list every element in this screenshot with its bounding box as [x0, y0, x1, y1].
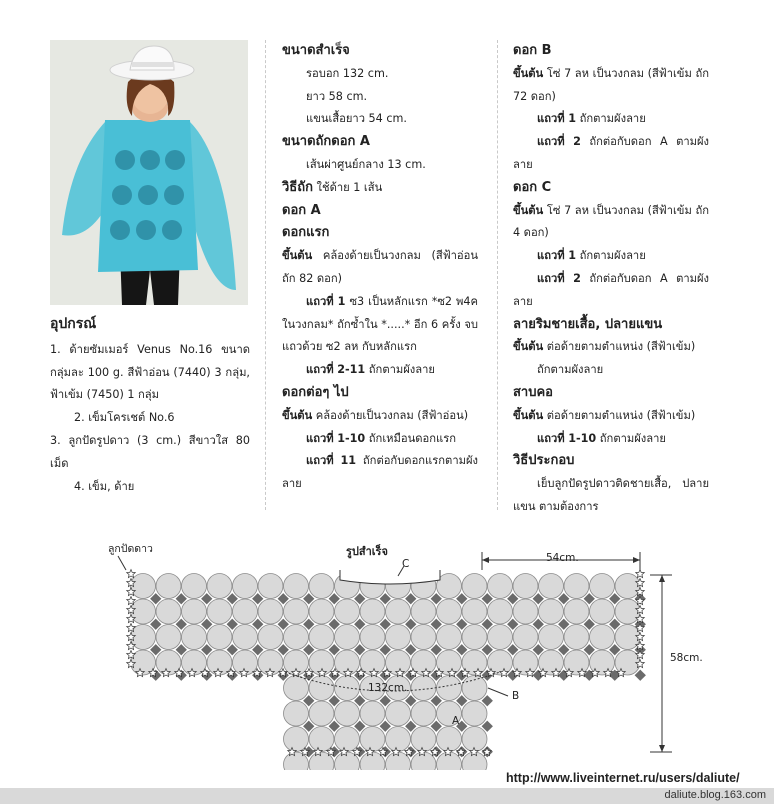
- motif-a: [564, 574, 589, 599]
- row-label: แถวที่: [537, 249, 565, 263]
- finished-size-title: ขนาดสำเร็จ: [282, 43, 350, 58]
- motif-a: [462, 676, 487, 701]
- collar-title: สาบคอ: [513, 384, 553, 400]
- motif-a: [233, 625, 258, 650]
- motif-a: [335, 727, 360, 752]
- material-item-2: 2. เข็มโครเชต์ No.6: [74, 411, 175, 425]
- motif-a: [207, 625, 232, 650]
- diagram-svg: [0, 530, 774, 770]
- motif-a: [539, 574, 564, 599]
- row-text: ถักตามผังลาย: [579, 112, 646, 126]
- motif-a: [386, 625, 411, 650]
- row-number: 1-10: [568, 431, 597, 445]
- start-label: ขึ้นต้น: [513, 66, 544, 80]
- motif-a: [131, 599, 156, 624]
- row-label: แถวที่: [306, 363, 334, 377]
- motif-a: [284, 599, 309, 624]
- liveinternet-url[interactable]: http://www.liveinternet.ru/users/daliute/: [506, 771, 740, 785]
- motif-a: [182, 625, 207, 650]
- row-label: แถวที่: [306, 294, 334, 308]
- collar-start: [513, 405, 709, 428]
- next-row-1: [282, 428, 478, 451]
- bust-dim-label: 132cm.: [368, 682, 408, 694]
- motif-a: [284, 752, 309, 770]
- start-text: คล้องด้ายเป็นวงกลม (สีฟ้าอ่อน ถัก 82 ดอก): [282, 249, 479, 285]
- motif-a: [590, 574, 615, 599]
- method-line: [282, 177, 478, 200]
- motif-a: [284, 676, 309, 701]
- star-bead-icon: [127, 570, 136, 578]
- motif-a: [386, 599, 411, 624]
- motif-a: [539, 599, 564, 624]
- footer-bar: [0, 788, 774, 804]
- row-label: แถวที่: [306, 431, 334, 445]
- size-line: ยาว 58 cm.: [306, 89, 368, 103]
- motif-a: [335, 701, 360, 726]
- start-label: ขึ้นต้น: [513, 203, 544, 217]
- row-text: ถักตามผังลาย: [579, 249, 646, 263]
- motif-a: [615, 625, 640, 650]
- row-label: แถวที่: [537, 135, 565, 149]
- motif-a: [360, 599, 385, 624]
- label-a: A: [452, 715, 460, 727]
- row-number: 2: [573, 271, 581, 285]
- material-item-3: 3. ลูกปัดรูปดาว (3 cm.) สีขาวใส 80 เม็ด: [50, 433, 250, 470]
- row-text: ถักตามผังลาย: [368, 363, 435, 377]
- motif-a: [182, 599, 207, 624]
- motif-a: [437, 676, 462, 701]
- start-text: ต่อด้ายตามตำแหน่ง (สีฟ้าเข้ม): [546, 340, 696, 354]
- motif-a: [131, 574, 156, 599]
- column-divider-2: [497, 40, 498, 510]
- motif-a: [411, 701, 436, 726]
- start-label: ขึ้นต้น: [513, 408, 544, 422]
- motif-a: [513, 625, 538, 650]
- motif-a: [284, 574, 309, 599]
- motif-a: [462, 727, 487, 752]
- motif-a: [462, 599, 487, 624]
- row-number: 1: [337, 294, 346, 308]
- row-number: 11: [340, 454, 357, 468]
- motif-a: [309, 676, 334, 701]
- collar-opening: [340, 570, 440, 584]
- row-text: ถักต่อกับดอก A ตามผังลาย: [513, 271, 710, 308]
- motif-a: [564, 625, 589, 650]
- column-divider-1: [265, 40, 266, 510]
- first-motif-title: ดอกแรก: [282, 225, 330, 241]
- motif-a: [182, 574, 207, 599]
- motif-a: [411, 625, 436, 650]
- motif-a: [590, 599, 615, 624]
- motif-a: [207, 599, 232, 624]
- row-text: ถักตามผังลาย: [599, 431, 666, 445]
- first-motif-start: [282, 245, 478, 291]
- row-label: แถวที่: [537, 271, 565, 285]
- first-row-1: [282, 291, 478, 359]
- motif-a: [284, 625, 309, 650]
- motif-a: [309, 625, 334, 650]
- assembly-text: เย็บลูกปัดรูปดาวติดชายเสื้อ, ปลายแขน ตามต้องการ: [513, 477, 709, 513]
- size-line: รอบอก 132 cm.: [306, 66, 389, 80]
- motif-a: [309, 574, 334, 599]
- motif-b-start: [513, 63, 709, 109]
- row-number: 1: [568, 112, 577, 126]
- motif-a: [462, 701, 487, 726]
- start-label: ขึ้นต้น: [513, 340, 544, 354]
- row-text: ถักต่อกับดอก A ตามผังลาย: [513, 135, 710, 171]
- motif-a: [156, 574, 181, 599]
- motif-a: [488, 599, 513, 624]
- hem-line: ถักตามผังลาย: [537, 363, 604, 377]
- motif-a: [513, 599, 538, 624]
- next-motif-start: [282, 405, 478, 428]
- start-label: ขึ้นต้น: [282, 249, 313, 263]
- instructions-column-2: [282, 40, 478, 496]
- star-bead-icon: [636, 570, 645, 578]
- motif-a: [386, 701, 411, 726]
- start-text: โซ่ 7 ลห เป็นวงกลม (สีฟ้าเข้ม ถัก 72 ดอก): [513, 66, 709, 103]
- motif-c-row-2: [513, 268, 709, 314]
- next-row-2: [282, 450, 478, 496]
- diagram-title: รูปสำเร็จ: [346, 545, 388, 558]
- motif-b-row-2: [513, 131, 709, 177]
- motif-a: [437, 599, 462, 624]
- motif-a: [437, 625, 462, 650]
- row-number: 2-11: [337, 363, 366, 377]
- row-number: 2: [573, 135, 581, 149]
- motif-a: [539, 625, 564, 650]
- row-text: ถักต่อกับดอกแรกตามผังลาย: [282, 454, 478, 491]
- motif-a: [207, 574, 232, 599]
- motif-a: [411, 727, 436, 752]
- model-photo: [50, 40, 248, 305]
- motif-a: [590, 625, 615, 650]
- motif-a: [615, 599, 640, 624]
- motif-a: [360, 625, 385, 650]
- motif-c-row-1: [513, 245, 709, 268]
- motif-a-title: ดอก A: [282, 202, 321, 218]
- motif-a: [156, 599, 181, 624]
- row-number: 1: [568, 249, 577, 263]
- motif-a: [233, 574, 258, 599]
- motif-a: [284, 701, 309, 726]
- finished-diagram: [0, 530, 774, 774]
- label-c: C: [402, 558, 410, 570]
- motif-a: [309, 701, 334, 726]
- first-row-2: [282, 359, 478, 382]
- hem-start: [513, 336, 709, 359]
- method-text: ใช้ด้าย 1 เส้น: [316, 180, 383, 194]
- motif-a: [335, 625, 360, 650]
- motif-b-title: ดอก B: [513, 43, 552, 58]
- size-line: แขนเสื้อยาว 54 cm.: [306, 112, 407, 126]
- instructions-column-3: [513, 40, 709, 519]
- model-photo-drawing: [50, 40, 248, 305]
- motif-a: [386, 727, 411, 752]
- motif-a: [437, 727, 462, 752]
- row-number: 1-10: [337, 431, 366, 445]
- row-text: ซ3 เป็นหลักแรก *ซ2 พ4ค ในวงกลม* ถักซ้ำใน *.....* อีก 6 ครั้ง จบแถวด้วย ซ2 ลห กับหลักแรก: [282, 294, 478, 354]
- bead-label: ลูกปัดดาว: [108, 543, 153, 555]
- motif-a: [513, 574, 538, 599]
- motif-a: [360, 727, 385, 752]
- row-label: แถวที่: [537, 112, 565, 126]
- motif-a: [309, 599, 334, 624]
- motif-a: [258, 599, 283, 624]
- motif-a: [335, 599, 360, 624]
- start-text: คล้องด้ายเป็นวงกลม (สีฟ้าอ่อน): [315, 408, 469, 422]
- materials-title: อุปกรณ์: [50, 316, 97, 332]
- assembly-title: วิธีประกอบ: [513, 453, 575, 469]
- start-label: ขึ้นต้น: [282, 408, 313, 422]
- motif-size-line: เส้นผ่าศูนย์กลาง 13 cm.: [306, 157, 426, 171]
- motif-a: [411, 599, 436, 624]
- method-title: วิธีถัก: [282, 179, 313, 195]
- materials-section: [50, 313, 250, 498]
- motif-a: [462, 574, 487, 599]
- row-label: แถวที่: [537, 431, 565, 445]
- motif-a: [258, 574, 283, 599]
- collar-row: [513, 428, 709, 451]
- row-text: ถักเหมือนดอกแรก: [368, 431, 457, 445]
- blog-url[interactable]: daliute.blog.163.com: [664, 789, 766, 801]
- motif-a: [488, 574, 513, 599]
- next-motif-title: ดอกต่อๆ ไป: [282, 384, 349, 400]
- motif-a: [615, 574, 640, 599]
- motif-size-title: ขนาดถักดอก A: [282, 134, 370, 150]
- motif-a: [309, 727, 334, 752]
- motif-b-row-1: [513, 108, 709, 131]
- motif-c-start: [513, 200, 709, 246]
- sleeve-dim-label: 54cm.: [546, 552, 579, 564]
- material-item-1: 1. ด้ายซัมเมอร์ Venus No.16 ขนาดกลุ่มละ 100 g. สีฟ้าอ่อน (7440) 3 กลุ่ม, ฟ้าเข้ม (7450) 1 กลุ่ม: [50, 342, 250, 402]
- row-label: แถวที่: [306, 454, 334, 468]
- start-text: โซ่ 7 ลห เป็นวงกลม (สีฟ้าเข้ม ถัก 4 ดอก): [513, 203, 709, 240]
- start-text: ต่อด้ายตามตำแหน่ง (สีฟ้าเข้ม): [546, 408, 696, 422]
- motif-a: [564, 599, 589, 624]
- material-item-4: 4. เข็ม, ด้าย: [74, 479, 135, 493]
- motif-a: [488, 625, 513, 650]
- motif-a: [156, 625, 181, 650]
- hem-title: ลายริมชายเสื้อ, ปลายแขน: [513, 316, 663, 332]
- motif-a: [462, 625, 487, 650]
- motif-a: [233, 599, 258, 624]
- motif-a: [258, 625, 283, 650]
- length-dim-label: 58cm.: [670, 652, 703, 664]
- label-b: B: [512, 690, 520, 702]
- motif-c-title: ดอก C: [513, 179, 552, 195]
- motif-a: [360, 701, 385, 726]
